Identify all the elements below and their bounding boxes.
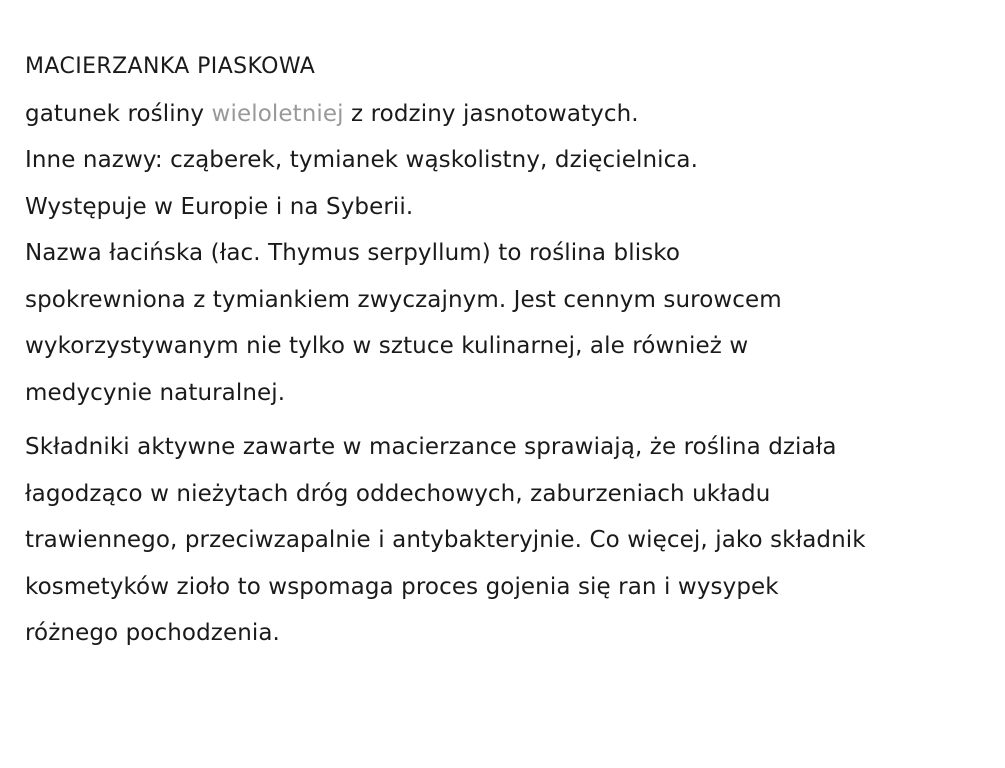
highlighted-term[interactable]: wieloletniej	[211, 100, 344, 127]
paragraph-two-line: różnego pochodzenia.	[25, 620, 280, 646]
paragraph-two-line: kosmetyków zioło to wspomaga proces gojenia się ran i wysypek	[25, 573, 779, 600]
paragraph-two-line: trawiennego, przeciwzapalnie i antybakteryjnie. Co więcej, jako składnik	[25, 527, 866, 553]
paragraph-one-line: medycynie naturalnej.	[25, 379, 286, 406]
paragraph-two-line: Składniki aktywne zawarte w macierzance sprawiają, że roślina działa	[25, 434, 837, 460]
intro-line	[25, 91, 1000, 138]
paragraph-one	[25, 137, 1000, 416]
document-title: MACIERZANKA PIASKOWA	[25, 54, 316, 79]
document-text	[25, 44, 1000, 657]
paragraph-one-line: wykorzystywanym nie tylko w sztuce kulinarnej, ale również w	[25, 333, 749, 359]
paragraph-one-line: Nazwa łacińska (łac. Thymus serpyllum) to roślina blisko	[25, 240, 681, 266]
paragraph-one-line: Występuje w Europie i na Syberii.	[25, 193, 414, 220]
paragraph-one-line: spokrewniona z tymiankiem zwyczajnym. Jest cennym surowcem	[25, 286, 782, 313]
paragraph-two	[25, 424, 1000, 657]
intro-suffix: z rodziny jasnotowatych.	[343, 100, 639, 127]
intro-prefix: gatunek rośliny	[25, 100, 212, 127]
paragraph-one-line: Inne nazwy: cząberek, tymianek wąskolistny, dzięcielnica.	[25, 147, 698, 173]
paragraph-two-line: łagodząco w nieżytach dróg oddechowych, zaburzeniach układu	[25, 480, 771, 507]
paragraph-gap	[25, 416, 1000, 424]
